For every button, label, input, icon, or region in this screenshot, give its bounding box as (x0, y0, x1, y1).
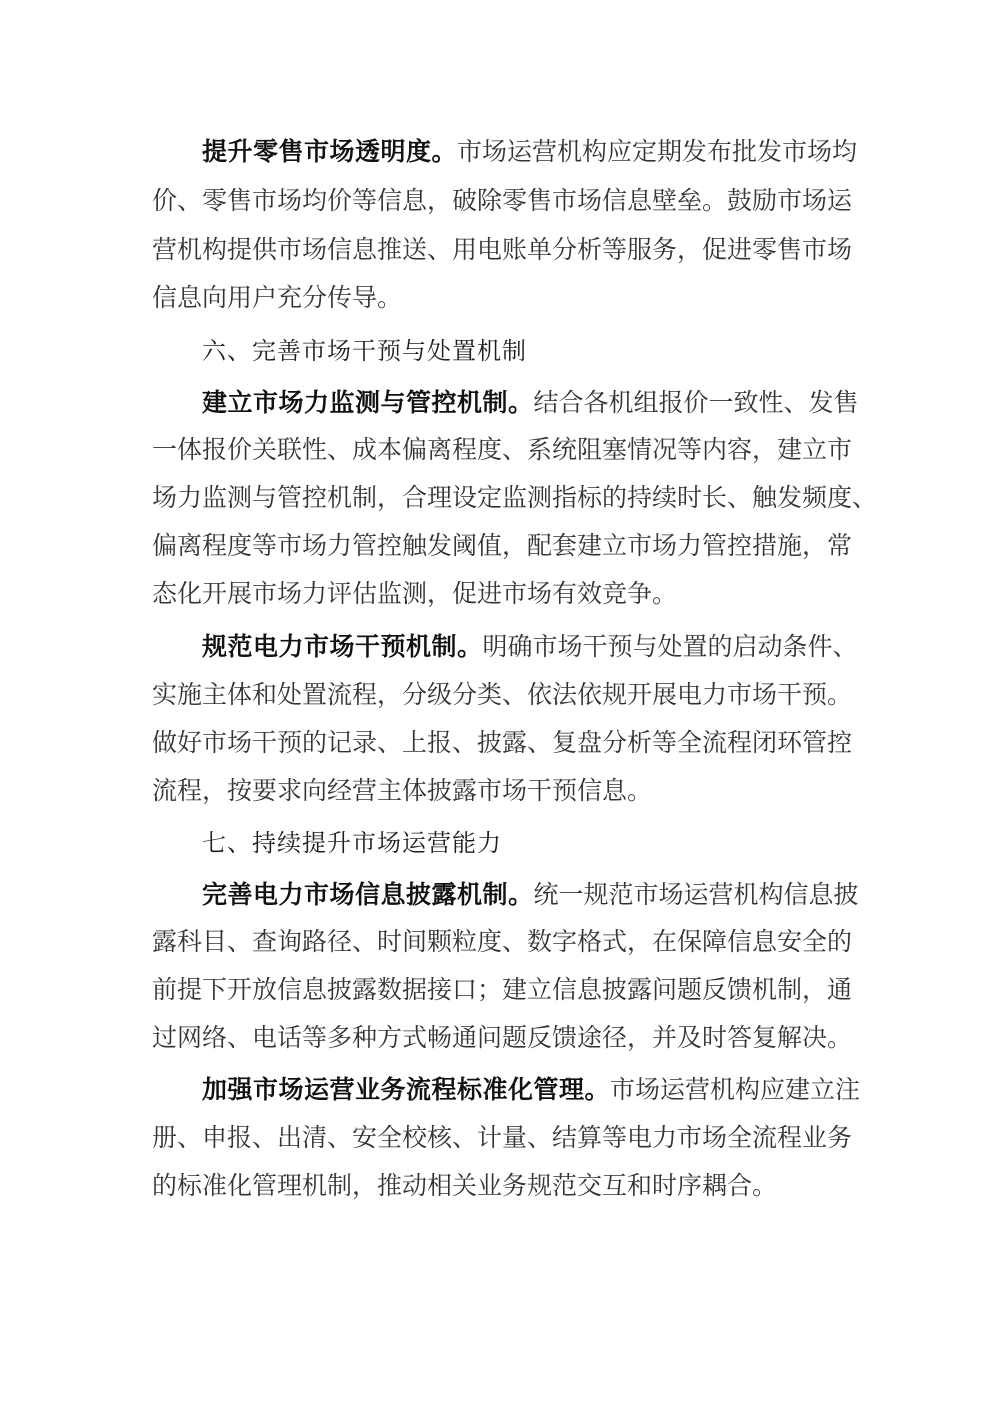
paragraph-line: 态化开展市场力评估监测，促进市场有效竞争。 (152, 579, 678, 608)
paragraph-line: 场力监测与管控机制，合理设定监测指标的持续时长、触发频度、 (152, 483, 878, 512)
paragraph-line (202, 388, 859, 418)
paragraph-text: 市场运营机构应建立注 (610, 1075, 861, 1104)
paragraph-line (202, 1075, 861, 1105)
paragraph-line (202, 880, 859, 910)
paragraph-line: 露科目、查询路径、时间颗粒度、数字格式，在保障信息安全的 (152, 927, 853, 956)
paragraph-line: 一体报价关联性、成本偏离程度、系统阻塞情况等内容，建立市 (152, 435, 853, 464)
paragraph-lead: 加强市场运营业务流程标准化管理。 (202, 1075, 611, 1104)
paragraph-text: 统一规范市场运营机构信息披 (533, 880, 859, 909)
paragraph-line: 营机构提供市场信息推送、用电账单分析等服务，促进零售市场 (152, 235, 853, 264)
paragraph-line (202, 632, 858, 662)
paragraph-line: 流程，按要求向经营主体披露市场干预信息。 (152, 776, 653, 805)
paragraph-line: 过网络、电话等多种方式畅通问题反馈途径，并及时答复解决。 (152, 1023, 853, 1052)
paragraph-line: 实施主体和处置流程，分级分类、依法依规开展电力市场干预。 (152, 680, 853, 709)
section-heading: 六、完善市场干预与处置机制 (202, 337, 527, 365)
paragraph-line: 册、申报、出清、安全校核、计量、结算等电力市场全流程业务 (152, 1123, 853, 1152)
paragraph-lead: 完善电力市场信息披露机制。 (202, 880, 534, 909)
paragraph-line: 的标准化管理机制，推动相关业务规范交互和时序耦合。 (152, 1171, 778, 1200)
section-heading: 七、持续提升市场运营能力 (202, 829, 502, 857)
paragraph-lead: 提升零售市场透明度。 (202, 137, 458, 166)
paragraph-text: 明确市场干预与处置的启动条件、 (482, 632, 858, 661)
paragraph-line: 偏离程度等市场力管控触发阈值，配套建立市场力管控措施，常 (152, 531, 853, 560)
paragraph-lead: 建立市场力监测与管控机制。 (202, 388, 534, 417)
paragraph-line: 做好市场干预的记录、上报、披露、复盘分析等全流程闭环管控 (152, 728, 853, 757)
paragraph-line (202, 137, 858, 167)
paragraph-text: 市场运营机构应定期发布批发市场均 (457, 137, 858, 166)
paragraph-text: 结合各机组报价一致性、发售 (533, 388, 859, 417)
paragraph-line: 价、零售市场均价等信息，破除零售市场信息壁垒。鼓励市场运 (152, 186, 853, 215)
paragraph-lead: 规范电力市场干预机制。 (202, 632, 483, 661)
paragraph-line: 信息向用户充分传导。 (152, 283, 403, 312)
paragraph-line: 前提下开放信息披露数据接口；建立信息披露问题反馈机制，通 (152, 975, 853, 1004)
